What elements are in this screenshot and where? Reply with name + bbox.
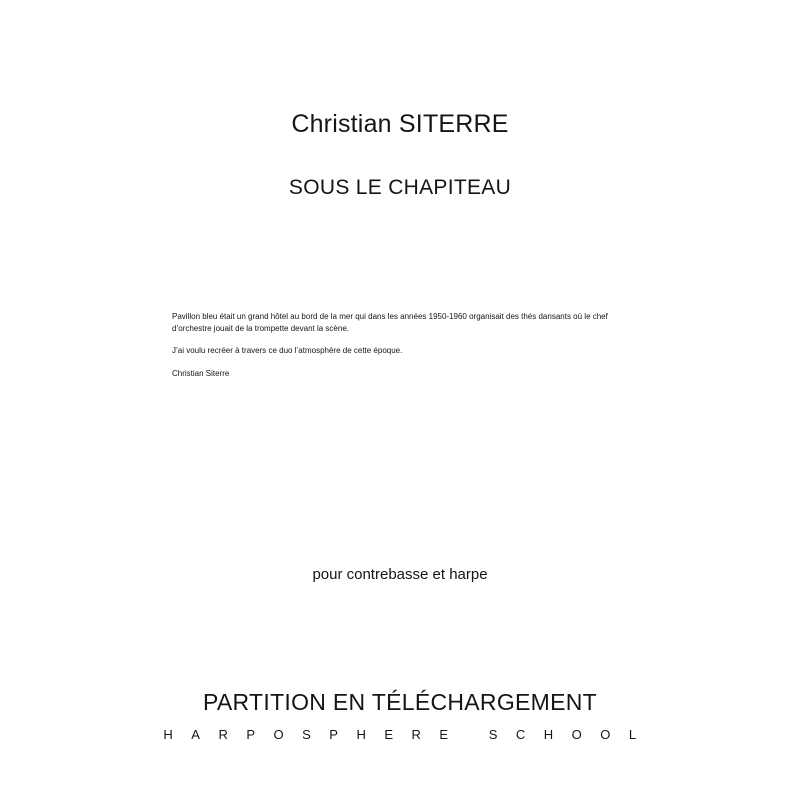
program-note-signature: Christian Siterre bbox=[172, 368, 230, 378]
program-note-paragraph: J’ai voulu recréer à travers ce duo l’atmosphère de cette époque. bbox=[172, 346, 403, 355]
piece-title: SOUS LE CHAPITEAU bbox=[288, 176, 512, 199]
composer-name: Christian SITERRE bbox=[291, 110, 509, 138]
program-notes bbox=[172, 311, 642, 390]
program-note-paragraph: Pavillon bleu était un grand hôtel au bord de la mer qui dans les années 1950-1960 organisait des thés dansants où le chef d’orchestre jouait de la trompette devant la scène. bbox=[172, 312, 608, 333]
download-label: PARTITION EN TÉLÉCHARGEMENT bbox=[202, 689, 598, 715]
brand-name: HARPOSPHERE SCHOOL bbox=[163, 727, 655, 742]
instrumentation-label: pour contrebasse et harpe bbox=[312, 566, 488, 583]
